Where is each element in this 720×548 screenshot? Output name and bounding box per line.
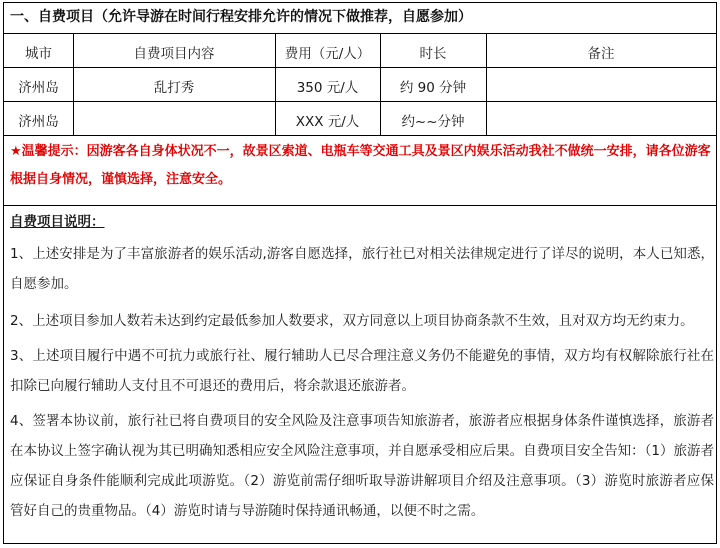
section-title: 一、自费项目（允许导游在时间行程安排允许的情况下做推荐，自愿参加） bbox=[10, 9, 472, 25]
note-item: 1、上述安排是为了丰富旅游者的娱乐活动,游客自愿选择，旅行社已对相关法律规定进行了详尽的说明，本人已知悉，自愿参加。 bbox=[10, 246, 714, 292]
header-remarks: 备注 bbox=[587, 46, 615, 62]
divider bbox=[4, 205, 716, 206]
note-item: 2、上述项目参加人数若未达到约定最低参加人数要求，双方同意以上项目协商条款不生效，且对双方均无约束力。 bbox=[10, 313, 694, 329]
table-cell-duration: 约 90 分钟 bbox=[399, 80, 467, 96]
header-duration: 时长 bbox=[419, 46, 447, 62]
table-cell-city: 济州岛 bbox=[18, 80, 59, 96]
divider bbox=[4, 101, 716, 102]
divider bbox=[4, 135, 716, 136]
table-cell-fee: XXX 元/人 bbox=[295, 114, 360, 130]
header-item: 自费项目内容 bbox=[133, 46, 215, 62]
header-city: 城市 bbox=[25, 46, 52, 62]
table-cell-duration: 约~~分钟 bbox=[401, 114, 465, 130]
self-pay-items-table bbox=[3, 2, 717, 544]
note-item: 3、上述项目履行中遇不可抗力或旅行社、履行辅助人已尽合理注意义务仍不能避免的事情，双方均有权解除旅行社在扣除已向履行辅助人支付且不可退还的费用后，将余款退还旅游者。 bbox=[10, 348, 714, 394]
table-cell-city: 济州岛 bbox=[18, 114, 59, 130]
divider bbox=[4, 67, 716, 68]
header-fee: 费用（元/人） bbox=[284, 46, 371, 62]
warning-notice: ★温馨提示：因游客各自身体状况不一，故景区索道、电瓶车等交通工具及景区内娱乐活动我社不做统一安排，请各位游客根据自身情况，谨慎选择，注意安全。 bbox=[10, 144, 711, 187]
notes-heading: 自费项目说明： bbox=[10, 214, 105, 230]
table-cell-fee: 350 元/人 bbox=[296, 80, 359, 96]
table-cell-item: 乱打秀 bbox=[153, 80, 195, 96]
divider bbox=[4, 33, 716, 34]
note-item: 4、签署本协议前，旅行社已将自费项目的安全风险及注意事项告知旅游者，旅游者应根据身体条件谨慎选择，旅游者在本协议上签字确认视为其已明确知悉相应安全风险注意事项，并自愿承受相应后果。自费项目安全告知：（1）旅游者应保证自身条件能顺利完成此项游览。（2）游览前需仔细听取导游讲解项目介绍及注意事项。（3）游览时旅游者应保管好自己的贵重物品。（4）游览时请与导游随时保持通讯畅通，以便不时之需。 bbox=[10, 413, 714, 519]
